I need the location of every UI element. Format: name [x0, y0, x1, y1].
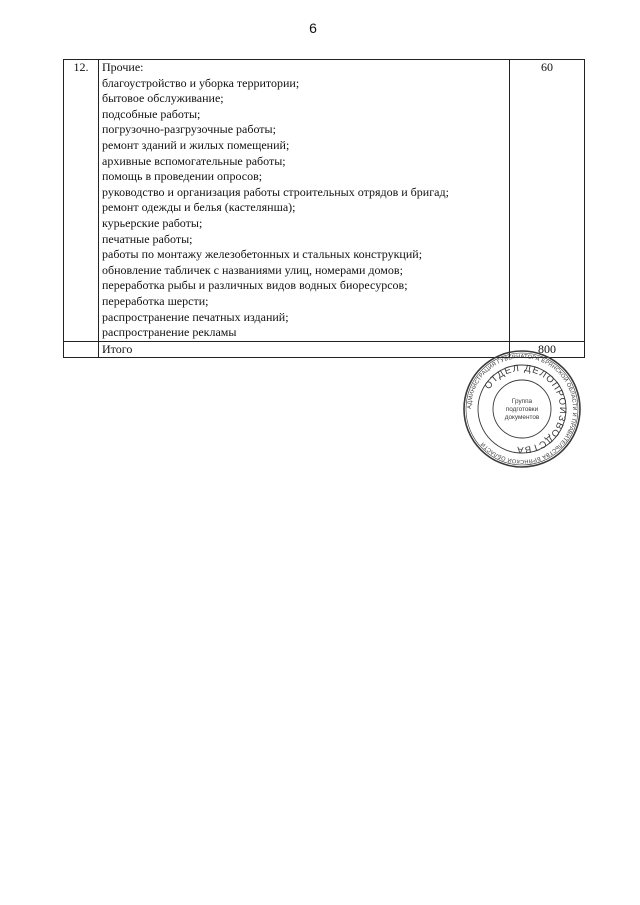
page-number: 6	[309, 20, 317, 36]
row-number: 12.	[64, 60, 99, 342]
list-item: погрузочно-разгрузочные работы;	[102, 122, 276, 137]
table-row	[64, 60, 585, 342]
stamp-center-line: Группа	[511, 398, 533, 405]
row-value: 60	[510, 60, 585, 342]
list-item: работы по монтажу железобетонных и стальных конструкций;	[102, 247, 423, 262]
list-item: переработка рыбы и различных видов водных биоресурсов;	[102, 278, 408, 293]
list-item: ремонт одежды и белья (кастелянша);	[102, 200, 296, 215]
list-item: руководство и организация работы строительных отрядов и бригад;	[102, 184, 449, 199]
list-item: печатные работы;	[102, 231, 193, 246]
total-value: 800	[510, 341, 585, 358]
list-item: бытовое обслуживание;	[102, 91, 224, 106]
list-item: распространение рекламы	[102, 325, 237, 340]
row-description	[99, 60, 510, 342]
stamp-middle-text: ОТДЕЛ ДЕЛОПРОИЗВОДСТВА	[482, 362, 569, 456]
positions-table	[63, 59, 585, 358]
list-item: распространение печатных изданий;	[102, 309, 289, 324]
stamp-outer-text: АДМИНИСТРАЦИЯ ГУБЕРНАТОРА БРЯНСКОЙ ОБЛАСТИ И ПРАВИТЕЛЬСТВА БРЯНСКОЙ ОБЛАСТИ	[466, 353, 578, 465]
list-item: обновление табличек с названиями улиц, номерами домов;	[102, 262, 403, 277]
list-item: архивные вспомогательные работы;	[102, 153, 286, 168]
total-number-cell	[64, 341, 99, 358]
list-item: благоустройство и уборка территории;	[102, 75, 300, 90]
department-stamp	[462, 349, 582, 469]
list-item: переработка шерсти;	[102, 293, 209, 308]
list-item: помощь в проведении опросов;	[102, 169, 263, 184]
stamp-center-line: документов	[504, 414, 540, 421]
total-label: Итого	[99, 341, 510, 358]
stamp-center-line: подготовки	[505, 406, 539, 413]
list-item: ремонт зданий и жилых помещений;	[102, 137, 290, 152]
row-heading: Прочие:	[102, 60, 144, 74]
list-item: курьерские работы;	[102, 215, 203, 230]
list-item: подсобные работы;	[102, 106, 201, 121]
